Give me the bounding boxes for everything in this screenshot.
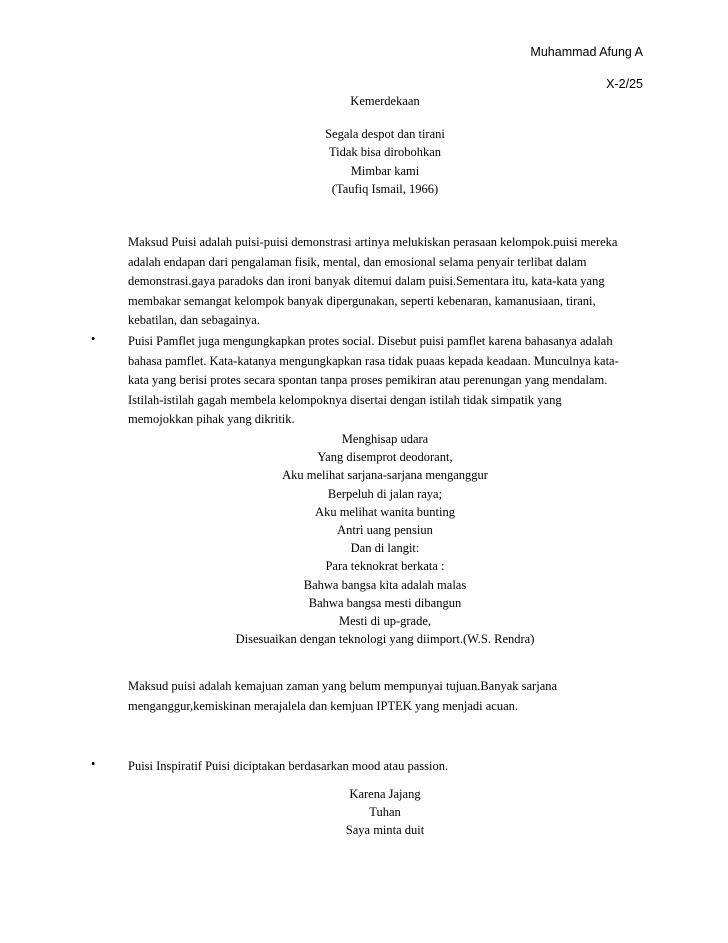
poem-line: Bahwa bangsa mesti dibangun [308,595,462,610]
author-name: Muhammad Afung A [530,45,643,59]
poem-line: Yang disemprot deodorant, [317,450,453,465]
poem-line: Aku melihat sarjana-sarjana menganggur [282,468,488,483]
paragraph-explanation-2 [128,677,648,716]
bullet-icon: • [91,332,96,346]
poem-line: Segala despot dan tirani [325,127,445,142]
paragraph-line: kebatilan, dan sebagainya. [128,313,260,327]
poem-line: Karena Jajang [349,787,421,801]
paragraph-line: Puisi Inspiratif Puisi diciptakan berdasarkan mood atau passion. [128,759,449,773]
poem-kemerdekaan [0,92,728,198]
paragraph-line: demonstrasi.gaya paradoks dan ironi banyak ditemui dalam puisi.Sementara itu, kata-kata yang [128,274,605,288]
paragraph-line: membakar semangat kelompok banyak dipergunakan, seperti kebenaran, kamanusiaan, tirani, [128,293,596,308]
poem-title: Kemerdekaan [350,94,420,108]
poem-line: Saya minta duit [345,823,425,838]
paragraph-line: menganggur,kemiskinan merajalela dan kemjuan IPTEK yang menjadi acuan. [128,698,518,713]
paragraph-line: adalah endapan dari pengalaman fisik, mental, dan emosional selama penyair terlibat dalam [128,254,587,269]
paragraph-line: Istilah-istilah gagah membela kelompoknya disertai dengan istilah tidak simpatik yang [128,392,562,407]
poem-line: Menghisap udara [341,432,429,446]
poem-line: Mesti di up-grade, [339,614,431,629]
poem-citation: Disesuaikan dengan teknologi yang diimport.(W.S. Rendra) [235,632,535,647]
poem-line: Para teknokrat berkata : [325,559,445,574]
poem-line: Tuhan [369,805,401,820]
poem-line: Aku melihat wanita bunting [315,504,455,519]
poem-line: Dan di langit: [350,541,420,556]
poem-line: Tidak bisa dirobohkan [328,145,442,160]
paragraph-line: kata yang berisi protes secara spontan tanpa proses pemikiran atau perenungan yang mendalam. [128,373,608,387]
paragraph-line: Puisi Pamflet juga mengungkapkan protes social. Disebut puisi pamflet karena bahasanya adalah [128,334,613,348]
paragraph-line: bahasa pamflet. Kata-katanya mengungkapkan rasa tidak puaas kepada keadaan. Munculnya kata- [128,353,619,368]
paragraph-line: memojokkan pihak yang dikritik. [128,412,295,426]
class-label: X-2/25 [606,77,643,91]
bullet-item-pamflet [128,332,648,430]
poem-rendra [0,430,728,648]
paragraph-line: Maksud Puisi adalah puisi-puisi demonstrasi artinya melukiskan perasaan kelompok.puisi mereka [128,235,618,249]
poem-line: Antri uang pensiun [337,523,433,538]
paragraph-line: Maksud puisi adalah kemajuan zaman yang belum mempunyai tujuan.Banyak sarjana [128,679,558,693]
bullet-item-inspiratif [128,757,648,777]
poem-jajang [0,785,728,840]
poem-line: Berpeluh di jalan raya; [327,486,443,501]
bullet-icon: • [91,757,96,771]
poem-line: Bahwa bangsa kita adalah malas [303,577,467,592]
poem-citation: (Taufiq Ismail, 1966) [331,181,439,196]
paragraph-explanation-1 [128,233,648,331]
poem-line: Mimbar kami [350,163,420,178]
